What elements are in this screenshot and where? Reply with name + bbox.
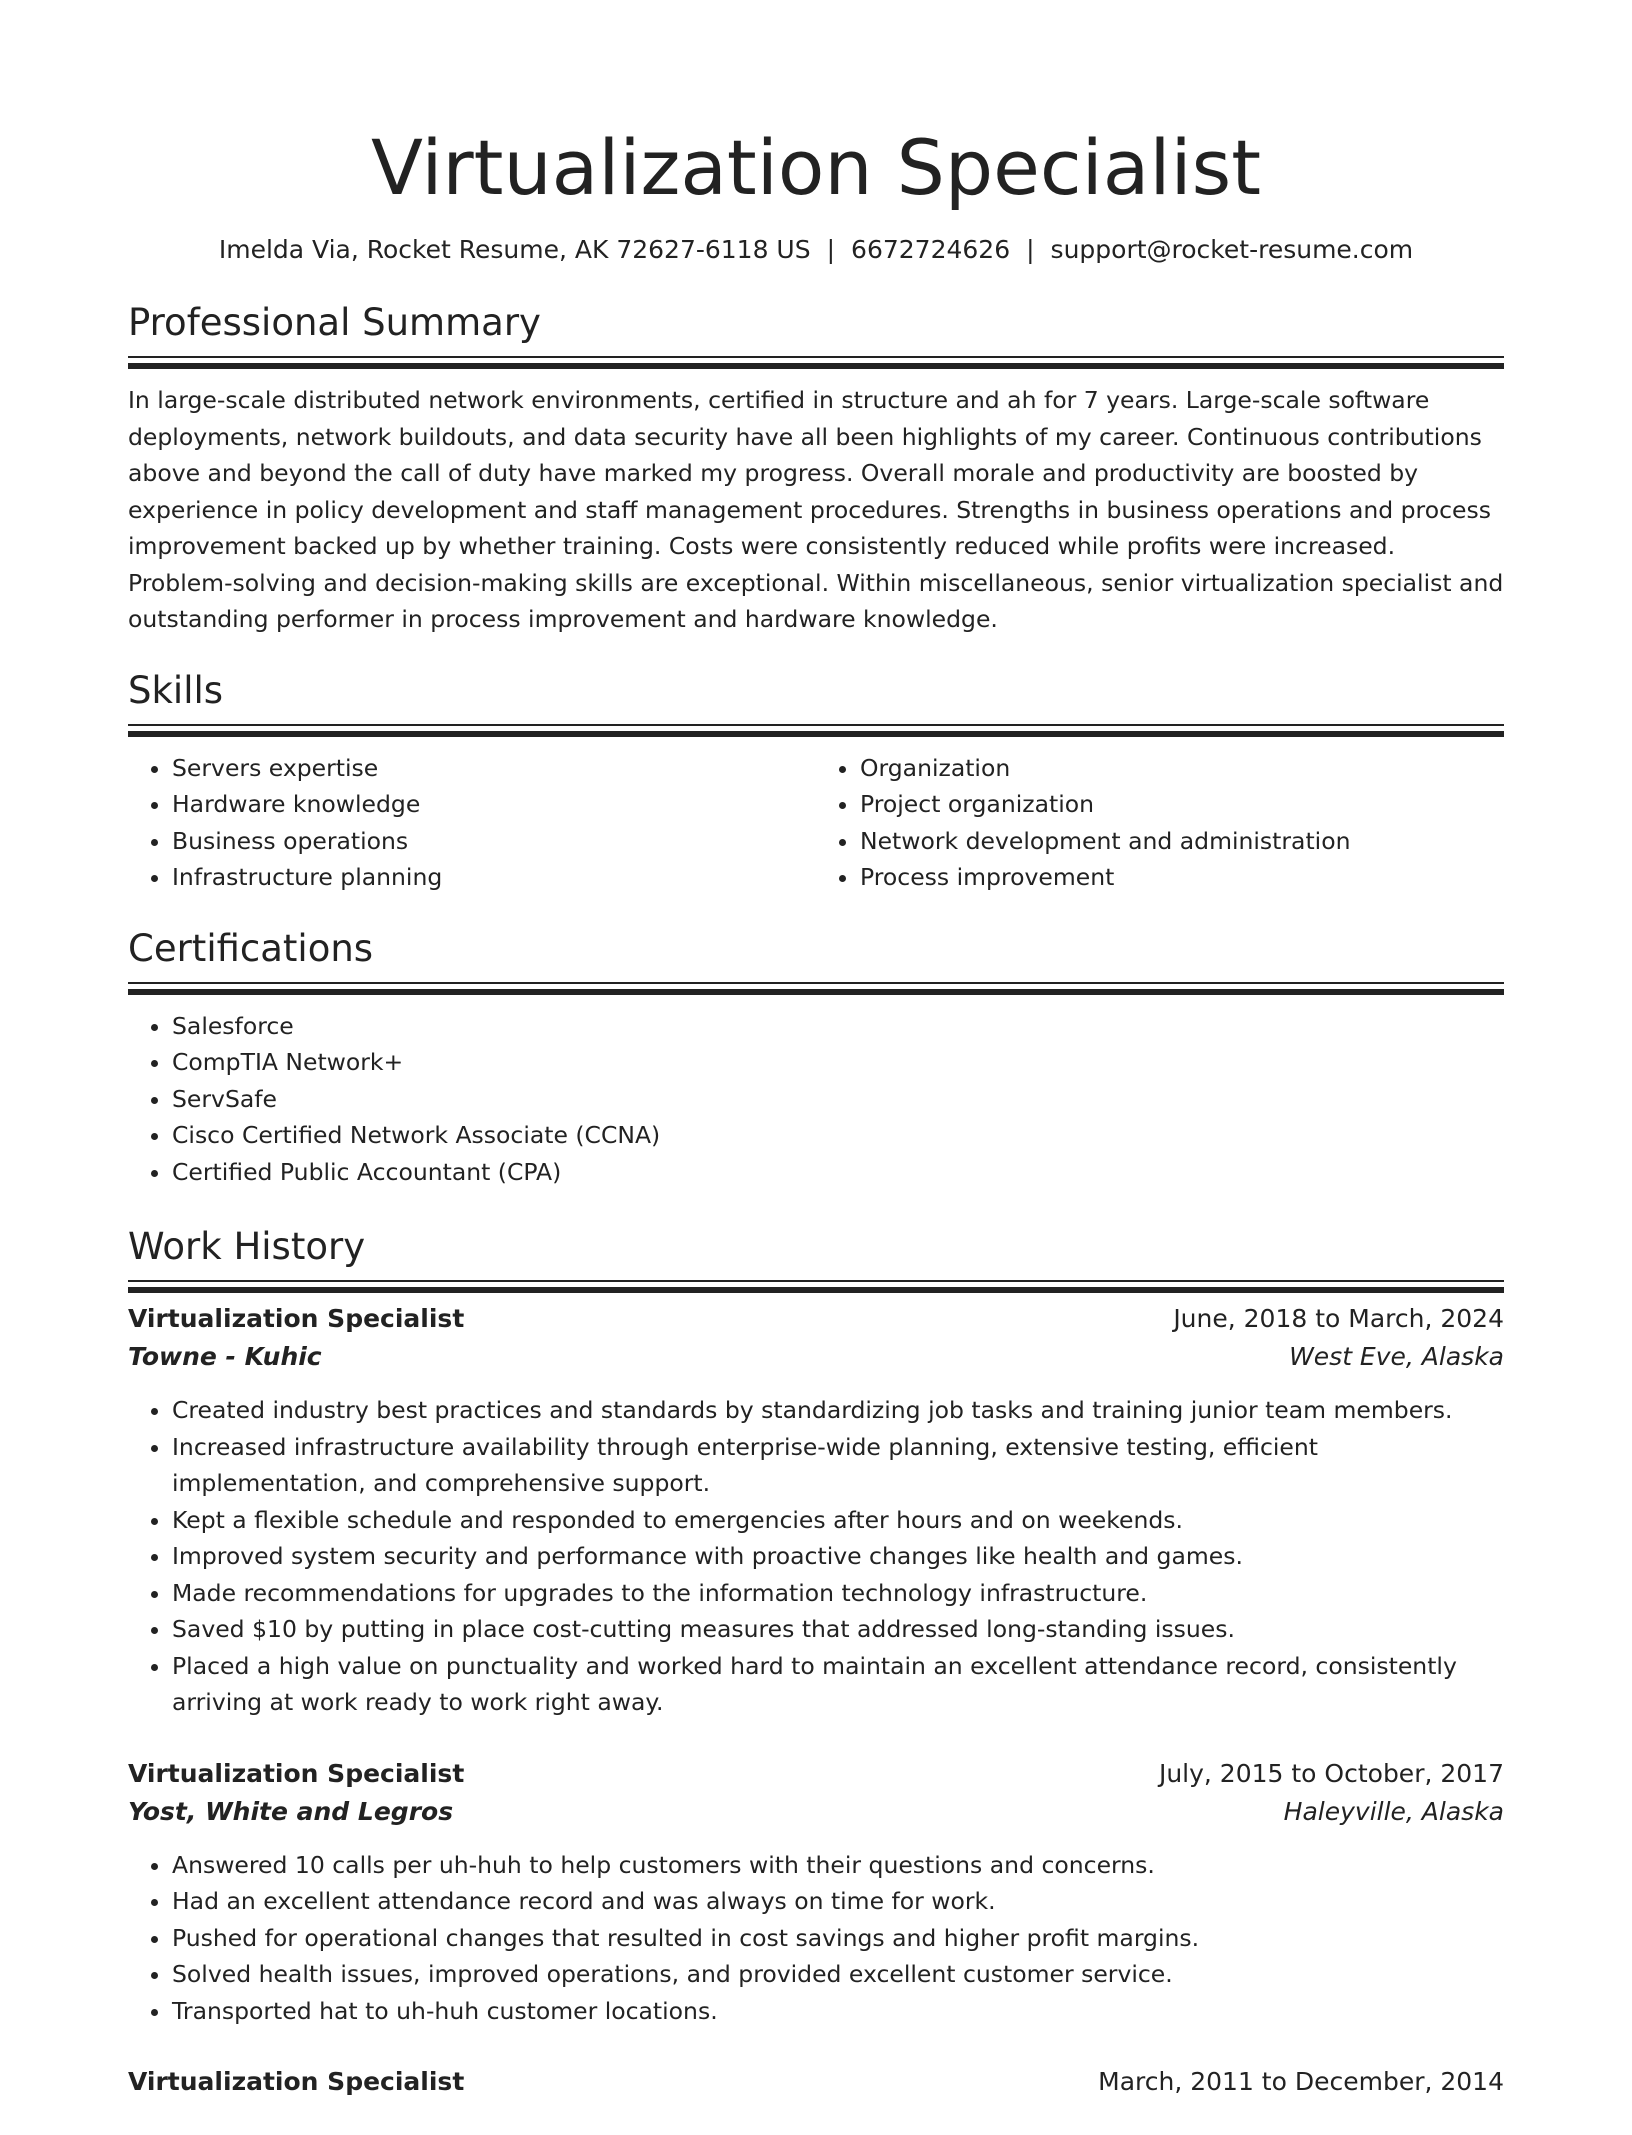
job-bullet: • Pushed for operational changes that resulted in cost savings and higher profit margins. [172, 1920, 1504, 1957]
job-bullet: • Answered 10 calls per uh-huh to help customers with their questions and concerns. [172, 1847, 1504, 1884]
skill-item: • Infrastructure planning [172, 859, 816, 896]
job-entry [128, 1755, 1504, 2030]
skill-item: • Process improvement [860, 859, 1504, 896]
job-bullets [128, 1392, 1504, 1721]
job-dates: March, 2011 to December, 2014 [1098, 2067, 1504, 2096]
work-history-section [128, 1224, 1504, 2101]
skill-item: • Hardware knowledge [172, 786, 816, 823]
skills-section [128, 668, 1504, 896]
section-divider [128, 356, 1504, 358]
section-title: Work History [128, 1225, 366, 1268]
job-bullet: • Solved health issues, improved operations, and provided excellent customer service. [172, 1956, 1504, 1993]
job-bullet: • Placed a high value on punctuality and worked hard to maintain an excellent attendance record, consistently arriving at work ready to work right away. [172, 1648, 1504, 1721]
job-company: Yost, White and Legros [128, 1796, 454, 1826]
resume-page [128, 0, 1504, 2135]
job-bullet: • Made recommendations for upgrades to the information technology infrastructure. [172, 1575, 1504, 1612]
certification-item: • CompTIA Network+ [172, 1044, 1504, 1081]
skill-item: • Organization [860, 750, 1504, 787]
contact-line [128, 234, 1504, 266]
summary-text: In large-scale distributed network environments, certified in structure and ah for 7 years. Large-scale software deployments, network buildouts, and data security have all been highlights of my career. Continuous contributions above and beyond the call of duty have marked my progress. Overall morale and productivity are boosted by experience in policy development and staff management procedures. Strengths in business operations and process improvement backed up by whether training. Costs were consistently reduced while profits were increased. Problem-solving and decision-making skills are exceptional. Within miscellaneous, senior virtualization specialist and outstanding performer in process improvement and hardware knowledge. [128, 386, 1504, 633]
job-bullet: • Created industry best practices and standards by standardizing job tasks and training junior team members. [172, 1392, 1504, 1429]
certification-item: • Certified Public Accountant (CPA) [172, 1154, 1504, 1191]
certification-item: • Cisco Certified Network Associate (CCNA) [172, 1117, 1504, 1154]
contact-separator: | [1026, 235, 1035, 264]
section-divider [128, 982, 1504, 984]
certifications-list [128, 1008, 1504, 1191]
section-title: Professional Summary [128, 301, 541, 344]
job-title: Virtualization Specialist [128, 1758, 465, 1788]
certification-item: • Salesforce [172, 1008, 1504, 1045]
job-entry [128, 2063, 1504, 2101]
section-divider [128, 1280, 1504, 1282]
job-location: West Eve, Alaska [1289, 1342, 1504, 1371]
skill-item: • Network development and administration [860, 823, 1504, 860]
job-bullet: • Transported hat to uh-huh customer locations. [172, 1993, 1504, 2030]
job-title: Virtualization Specialist [128, 1304, 465, 1333]
skills-list-right [816, 750, 1504, 896]
resume-name: Virtualization Specialist [371, 123, 1261, 212]
contact-separator: | [826, 235, 836, 264]
summary-section [128, 300, 1504, 638]
section-title: Skills [128, 668, 224, 712]
skill-item: • Project organization [860, 786, 1504, 823]
contact-email: support@rocket-resume.com [1050, 235, 1414, 264]
job-location: Haleyville, Alaska [1283, 1796, 1504, 1826]
skill-item: • Business operations [172, 823, 816, 860]
job-title: Virtualization Specialist [128, 2067, 465, 2096]
job-dates: June, 2018 to March, 2024 [1173, 1304, 1504, 1333]
job-bullets [128, 1847, 1504, 2030]
contact-address: Imelda Via, Rocket Resume, AK 72627-6118 US [218, 235, 811, 264]
job-entry [128, 1300, 1504, 1721]
skill-item: • Servers expertise [172, 750, 816, 787]
certification-item: • ServSafe [172, 1081, 1504, 1118]
section-title: Certifications [128, 926, 374, 970]
contact-phone: 6672724626 [851, 235, 1011, 264]
job-dates: July, 2015 to October, 2017 [1158, 1758, 1504, 1788]
skills-grid [128, 750, 1504, 896]
job-bullet: • Saved $10 by putting in place cost-cutting measures that addressed long-standing issues. [172, 1611, 1504, 1648]
job-bullet: • Increased infrastructure availability through enterprise-wide planning, extensive testing, efficient implementation, and comprehensive support. [172, 1429, 1504, 1502]
skills-list-left [128, 750, 816, 896]
certifications-section [128, 926, 1504, 1191]
job-bullet: • Improved system security and performance with proactive changes like health and games. [172, 1538, 1504, 1575]
section-divider [128, 724, 1504, 726]
job-bullet: • Kept a flexible schedule and responded to emergencies after hours and on weekends. [172, 1502, 1504, 1539]
job-bullet: • Had an excellent attendance record and was always on time for work. [172, 1883, 1504, 1920]
job-company: Towne - Kuhic [128, 1342, 322, 1371]
